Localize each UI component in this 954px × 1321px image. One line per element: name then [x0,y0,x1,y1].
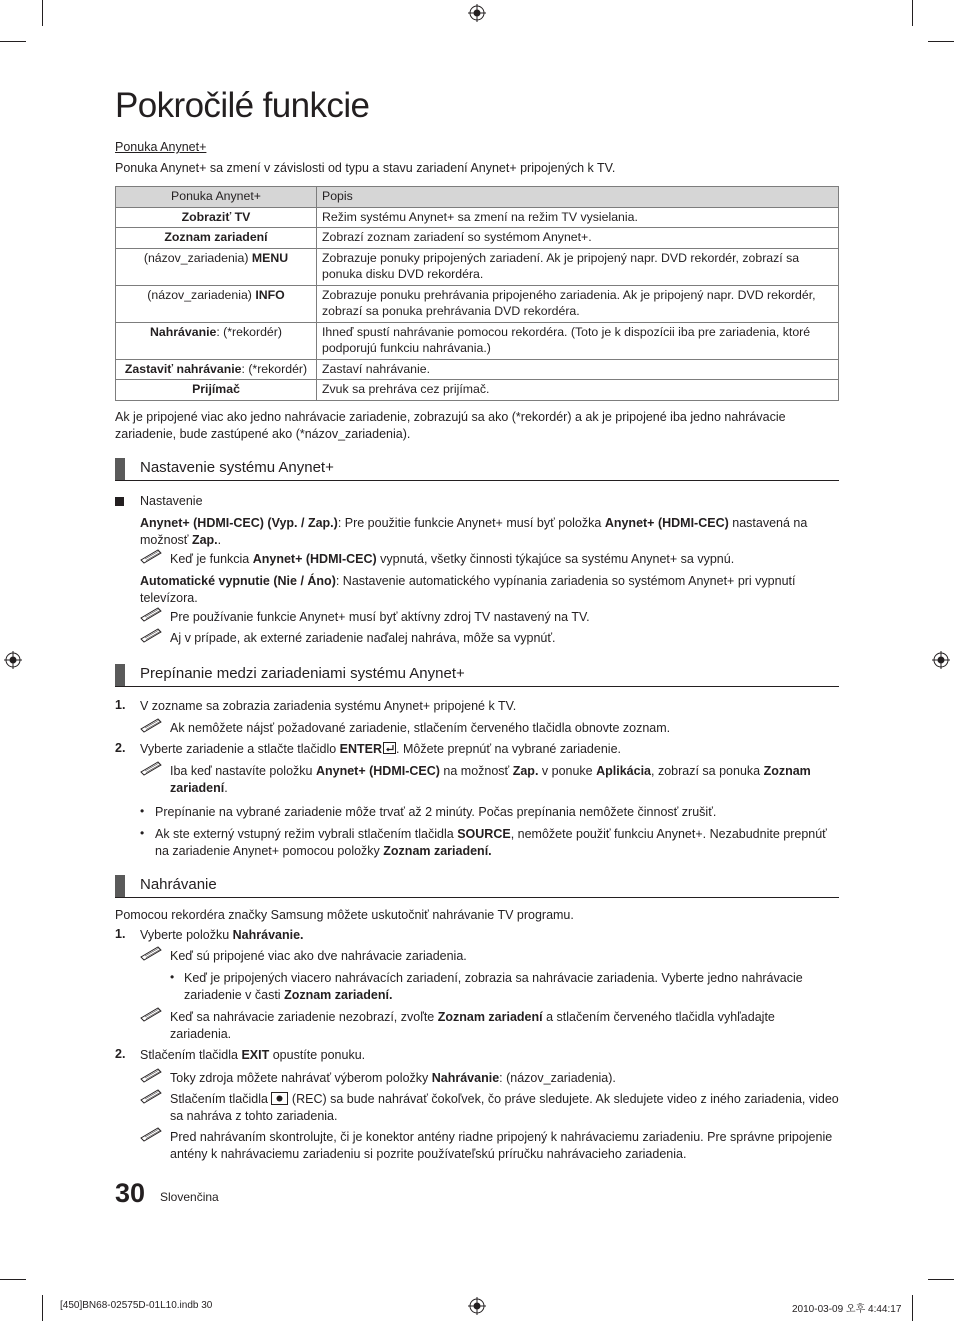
section-heading-recording [115,873,839,898]
table-row [116,228,839,249]
step-text: Vyberte zariadenie a stlačte tlačidlo ENTER . Môžete prepnúť na vybrané zariadenie. [140,742,621,756]
step-text: V zozname sa zobrazia zariadenia systému Anynet+ pripojené k TV. [140,699,517,713]
crop-mark [0,1279,26,1280]
bullet-dot: • [140,804,145,818]
table-cell-desc: Režim systému Anynet+ sa zmení na režim TV vysielania. [317,207,839,228]
print-file-info: [450]BN68-02575D-01L10.indb 30 [60,1300,213,1311]
note-pencil-icon [140,607,170,622]
table-header: Popis [317,187,839,208]
table-cell-desc: Ihneď spustí nahrávanie pomocou rekordéra. (Toto je k dispozícii iba pre zariadenia, ktoré podporujú funkciu nahrávania.) [317,322,839,359]
table-row [116,359,839,380]
table-cell-desc: Zobrazuje ponuky pripojených zariadení. Ak je pripojený napr. DVD rekordér, zobrazí sa ponuka disku DVD rekordéra. [317,248,839,285]
note-text: Aj v prípade, ak externé zariadenie naďalej nahráva, môže sa vypnúť. [170,631,556,645]
note-pencil-icon [140,761,170,776]
table-row [116,380,839,401]
page-number: 30 [115,1178,146,1208]
section-heading-device-switching [115,662,839,687]
section-title: Prepínanie medzi zariadeniami systému Anynet+ [140,665,465,682]
table-row [116,285,839,322]
table-cell-menu: Nahrávanie: (*rekordér) [116,322,317,359]
setup-paragraph: Automatické vypnutie (Nie / Áno): Nastavenie automatického vypínania zariadenia so systémom Anynet+ pri vypnutí televízora. [140,574,796,605]
crop-mark [42,1295,43,1321]
step-number: 2. [115,741,126,755]
section-title: Nahrávanie [140,876,217,893]
section-heading-anynet-setup [115,456,839,481]
table-cell-menu: (názov_zariadenia) MENU [116,248,317,285]
crop-mark [928,41,954,42]
note-text: Keď je funkcia Anynet+ (HDMI-CEC) vypnutá, všetky činnosti týkajúce sa systému Anynet+ sa vypnú. [170,552,735,566]
table-cell-desc: Zastaví nahrávanie. [317,359,839,380]
section-bar [115,875,125,897]
step-text: Stlačením tlačidla EXIT opustíte ponuku. [140,1048,366,1062]
table-cell-menu: (názov_zariadenia) INFO [116,285,317,322]
print-date-info: 2010-03-09 오후 4:44:17 [792,1304,902,1315]
note-pencil-icon [140,549,170,564]
bullet-text: Keď je pripojených viacero nahrávacích zariadení, zobrazia sa nahrávacie zariadenia. Vyberte jedno nahrávacie zariadenie v časti Zoznam zariadení. [184,971,803,1002]
step-text: Vyberte položku Nahrávanie. [140,928,304,942]
crop-mark [912,0,913,26]
note-text: Keď sa nahrávacie zariadenie nezobrazí, zvoľte Zoznam zariadení a stlačením červeného tlačidla vyhľadajte zariadenia. [170,1010,775,1041]
table-header: Ponuka Anynet+ [116,187,317,208]
note-text: Iba keď nastavíte položku Anynet+ (HDMI-CEC) na možnosť Zap. v ponuke Aplikácia, zobrazí sa ponuka Zoznam zariadení. [170,764,811,795]
note-pencil-icon [140,1068,170,1083]
table-header-row [116,187,839,208]
bullet-text: Ak ste externý vstupný režim vybrali stlačením tlačidla SOURCE, nemôžete použiť funkciu Anynet+. Nezabudnite prepnúť na zariadenie Anynet+ pomocou položky Zoznam zariadení. [155,827,827,858]
setup-paragraph: Anynet+ (HDMI-CEC) (Vyp. / Zap.): Pre použitie funkcie Anynet+ musí byť položka Anynet+ (HDMI-CEC) nastavená na možnosť Zap.. [140,516,808,547]
table-cell-desc: Zobrazuje ponuku prehrávania pripojeného zariadenia. Ak je pripojený napr. DVD rekordér, zobrazí sa ponuka prehrávania DVD rekordéra. [317,285,839,322]
menu-intro: Ponuka Anynet+ sa zmení v závislosti od typu a stavu zariadení Anynet+ pripojených k TV. [115,161,616,175]
table-cell-desc: Zobrazí zoznam zariadení so systémom Anynet+. [317,228,839,249]
crop-mark [928,1279,954,1280]
page-title: Pokročilé funkcie [115,86,370,125]
language-label: Slovenčina [160,1190,219,1204]
note-pencil-icon [140,1007,170,1022]
registration-mark-icon [932,651,950,669]
recording-intro: Pomocou rekordéra značky Samsung môžete uskutočniť nahrávanie TV programu. [115,908,574,922]
registration-mark-icon [468,4,486,22]
step-number: 1. [115,698,126,712]
enter-key-icon [383,742,396,754]
note-text: Pred nahrávaním skontrolujte, či je konektor antény riadne pripojený k nahrávaciemu zariadeniu. Pre správne pripojenie antény k nahrávaciemu zariadeniu si pozrite používateľskú príručku nahrávacieho zariadenia. [170,1130,833,1161]
crop-mark [0,41,26,42]
table-cell-menu: Zobraziť TV [116,207,317,228]
table-cell-menu: Zastaviť nahrávanie: (*rekordér) [116,359,317,380]
menu-heading: Ponuka Anynet+ [115,140,207,154]
table-row [116,248,839,285]
square-bullet-icon [115,497,124,506]
table-row [116,207,839,228]
note-pencil-icon [140,1127,170,1142]
section-bar [115,458,125,480]
crop-mark [912,1295,913,1321]
rec-button-icon [271,1092,288,1105]
anynet-menu-table [115,186,839,401]
note-pencil-icon [140,628,170,643]
note-text: Stlačením tlačidla (REC) sa bude nahrávať čokoľvek, čo práve sledujete. Ak sledujete video z iného zariadenia, video sa nahráva z tohto zariadenia. [170,1092,839,1123]
note-pencil-icon [140,718,170,733]
section-title: Nastavenie systému Anynet+ [140,459,334,476]
registration-mark-icon [468,1297,486,1315]
step-number: 1. [115,927,126,941]
table-cell-menu: Prijímač [116,380,317,401]
after-table-text: Ak je pripojené viac ako jedno nahrávacie zariadenie, zobrazujú sa ako (*rekordér) a ak je pripojené iba jedno nahrávacie zariadenie, bude zastúpené ako (*názov_zariadenia). [115,410,786,441]
setup-item-label: Nastavenie [140,494,203,508]
bullet-dot: • [170,970,175,984]
registration-mark-icon [4,651,22,669]
bullet-text: Prepínanie na vybrané zariadenie môže trvať až 2 minúty. Počas prepínania nemôžete činnosť zrušiť. [155,805,717,819]
note-pencil-icon [140,1089,170,1104]
note-text: Pre používanie funkcie Anynet+ musí byť aktívny zdroj TV nastavený na TV. [170,610,590,624]
section-bar [115,664,125,686]
table-row [116,322,839,359]
note-pencil-icon [140,946,170,961]
note-text: Keď sú pripojené viac ako dve nahrávacie zariadenia. [170,949,467,963]
table-cell-desc: Zvuk sa prehráva cez prijímač. [317,380,839,401]
table-cell-menu: Zoznam zariadení [116,228,317,249]
crop-mark [42,0,43,26]
note-text: Toky zdroja môžete nahrávať výberom položky Nahrávanie: (názov_zariadenia). [170,1071,616,1085]
note-text: Ak nemôžete nájsť požadované zariadenie, stlačením červeného tlačidla obnovte zoznam. [170,721,671,735]
bullet-dot: • [140,826,145,840]
step-number: 2. [115,1047,126,1061]
